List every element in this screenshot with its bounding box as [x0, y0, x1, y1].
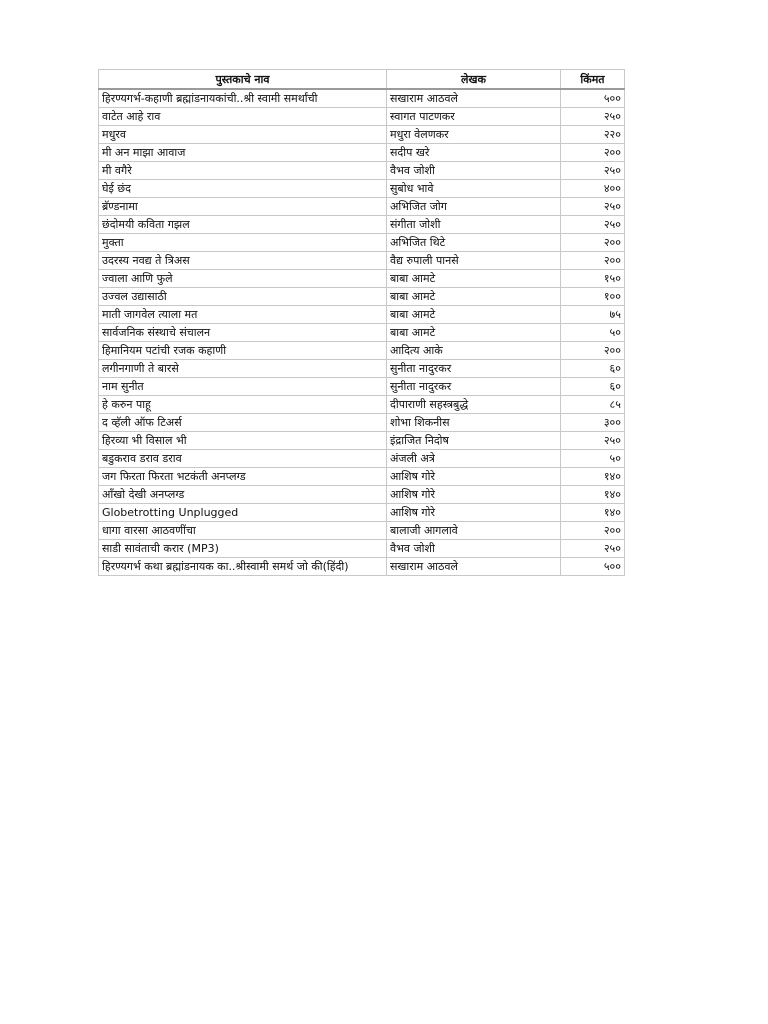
book-title-cell: द व्हॅली ऑफ टिअर्स — [99, 414, 387, 432]
book-title-cell: हिरव्या भी विसाल भी — [99, 432, 387, 450]
author-cell: आशिष गोरे — [387, 504, 561, 522]
author-cell: आशिष गोरे — [387, 486, 561, 504]
column-header-price: किंमत — [561, 70, 625, 90]
table-row — [99, 216, 625, 234]
author-cell: स्वागत पाटणकर — [387, 108, 561, 126]
price-cell: ६० — [561, 378, 625, 396]
table-row — [99, 432, 625, 450]
author-cell: बाबा आमटे — [387, 270, 561, 288]
price-cell: २५० — [561, 108, 625, 126]
book-title-cell: उज्वल उद्यासाठी — [99, 288, 387, 306]
table-body — [99, 89, 625, 576]
price-cell: १०० — [561, 288, 625, 306]
table-row — [99, 234, 625, 252]
book-title-cell: उदरस्य नवद्य ते त्रिअस — [99, 252, 387, 270]
author-cell: वैद्य रुपाली पानसे — [387, 252, 561, 270]
table-row — [99, 108, 625, 126]
author-cell: बाबा आमटे — [387, 288, 561, 306]
price-cell: ८५ — [561, 396, 625, 414]
table-row — [99, 126, 625, 144]
book-title-cell: मी अन माझा आवाज — [99, 144, 387, 162]
price-cell: २०० — [561, 252, 625, 270]
table-row — [99, 162, 625, 180]
author-cell: वैभव जोशी — [387, 162, 561, 180]
table-row — [99, 450, 625, 468]
price-cell: ५० — [561, 450, 625, 468]
author-cell: अंजली अत्रे — [387, 450, 561, 468]
table-row — [99, 252, 625, 270]
table-row — [99, 540, 625, 558]
book-title-cell: हे करुन पाहू — [99, 396, 387, 414]
book-title-cell: हिरण्यगर्भ-कहाणी ब्रह्मांडनायकांची..श्री स्वामी समर्थांची — [99, 89, 387, 108]
book-title-cell: लगीनगाणी ते बारसे — [99, 360, 387, 378]
book-title-cell: मी वगैरे — [99, 162, 387, 180]
book-title-cell: ब्रॅण्डनामा — [99, 198, 387, 216]
price-cell: १४० — [561, 486, 625, 504]
price-cell: २०० — [561, 522, 625, 540]
column-header-author: लेखक — [387, 70, 561, 90]
book-title-cell: मधुरव — [99, 126, 387, 144]
book-title-cell: आँखो देखी अनप्लग्ड — [99, 486, 387, 504]
author-cell: आशिष गोरे — [387, 468, 561, 486]
book-title-cell: नाम सुनीत — [99, 378, 387, 396]
author-cell: सखाराम आठवले — [387, 558, 561, 576]
book-title-cell: घेई छंद — [99, 180, 387, 198]
book-title-cell: माती जागवेल त्याला मत — [99, 306, 387, 324]
table-row — [99, 306, 625, 324]
price-cell: २५० — [561, 162, 625, 180]
price-cell: १५० — [561, 270, 625, 288]
book-title-cell: धागा वारसा आठवणींचा — [99, 522, 387, 540]
author-cell: बाबा आमटे — [387, 306, 561, 324]
author-cell: सुबोध भावे — [387, 180, 561, 198]
table-row — [99, 396, 625, 414]
table-row — [99, 288, 625, 306]
table-row — [99, 468, 625, 486]
author-cell: सदीप खरे — [387, 144, 561, 162]
author-cell: वैभव जोशी — [387, 540, 561, 558]
author-cell: अभिजित जोग — [387, 198, 561, 216]
book-title-cell: छंदोमयी कविता गझल — [99, 216, 387, 234]
author-cell: मधुरा वेलणकर — [387, 126, 561, 144]
book-title-cell: Globetrotting Unplugged — [99, 504, 387, 522]
book-title-cell: सार्वजनिक संस्थाचे संचालन — [99, 324, 387, 342]
author-cell: सुनीता नादुरकर — [387, 360, 561, 378]
author-cell: बाबा आमटे — [387, 324, 561, 342]
table-row — [99, 360, 625, 378]
price-cell: २५० — [561, 216, 625, 234]
table-row — [99, 522, 625, 540]
price-cell: २५० — [561, 540, 625, 558]
table-row — [99, 180, 625, 198]
author-cell: इंद्राजित निदोष — [387, 432, 561, 450]
table-row — [99, 486, 625, 504]
price-cell: १४० — [561, 468, 625, 486]
price-cell: ५० — [561, 324, 625, 342]
price-cell: ४०० — [561, 180, 625, 198]
price-cell: २२० — [561, 126, 625, 144]
price-cell: ७५ — [561, 306, 625, 324]
author-cell: आदित्य आके — [387, 342, 561, 360]
column-header-title: पुस्तकाचे नाव — [99, 70, 387, 90]
price-cell: २०० — [561, 342, 625, 360]
price-cell: २५० — [561, 432, 625, 450]
book-table — [98, 69, 625, 576]
author-cell: अभिजित थिटे — [387, 234, 561, 252]
table-row — [99, 270, 625, 288]
table-row — [99, 378, 625, 396]
author-cell: शोभा शिकनीस — [387, 414, 561, 432]
price-cell: १४० — [561, 504, 625, 522]
book-title-cell: मुक्ता — [99, 234, 387, 252]
author-cell: सखाराम आठवले — [387, 89, 561, 108]
header-row — [99, 70, 625, 90]
price-cell: २०० — [561, 144, 625, 162]
price-cell: २०० — [561, 234, 625, 252]
table-row — [99, 89, 625, 108]
author-cell: बालाजी आगलावे — [387, 522, 561, 540]
table-row — [99, 504, 625, 522]
price-cell: ६० — [561, 360, 625, 378]
price-cell: ३०० — [561, 414, 625, 432]
book-title-cell: जग फिरता फिरता भटकंती अनप्लग्ड — [99, 468, 387, 486]
table-row — [99, 144, 625, 162]
author-cell: सुनीता नादुरकर — [387, 378, 561, 396]
author-cell: दीपाराणी सहस्त्रबुद्धे — [387, 396, 561, 414]
price-cell: ५०० — [561, 558, 625, 576]
book-title-cell: हिरण्यगर्भ कथा ब्रह्मांडनायक का..श्रीस्वामी समर्थ जो की(हिंदी) — [99, 558, 387, 576]
book-title-cell: साडी सावंताची करार (MP3) — [99, 540, 387, 558]
table-row — [99, 558, 625, 576]
book-title-cell: बडुकराव डराव डराव — [99, 450, 387, 468]
book-title-cell: वाटेत आहे राव — [99, 108, 387, 126]
table-row — [99, 342, 625, 360]
book-title-cell: ज्वाला आणि फुले — [99, 270, 387, 288]
book-price-list — [98, 69, 624, 576]
book-title-cell: हिमानियम पटांची रजक कहाणी — [99, 342, 387, 360]
table-row — [99, 324, 625, 342]
author-cell: संगीता जोशी — [387, 216, 561, 234]
table-row — [99, 198, 625, 216]
price-cell: ५०० — [561, 89, 625, 108]
table-row — [99, 414, 625, 432]
price-cell: २५० — [561, 198, 625, 216]
